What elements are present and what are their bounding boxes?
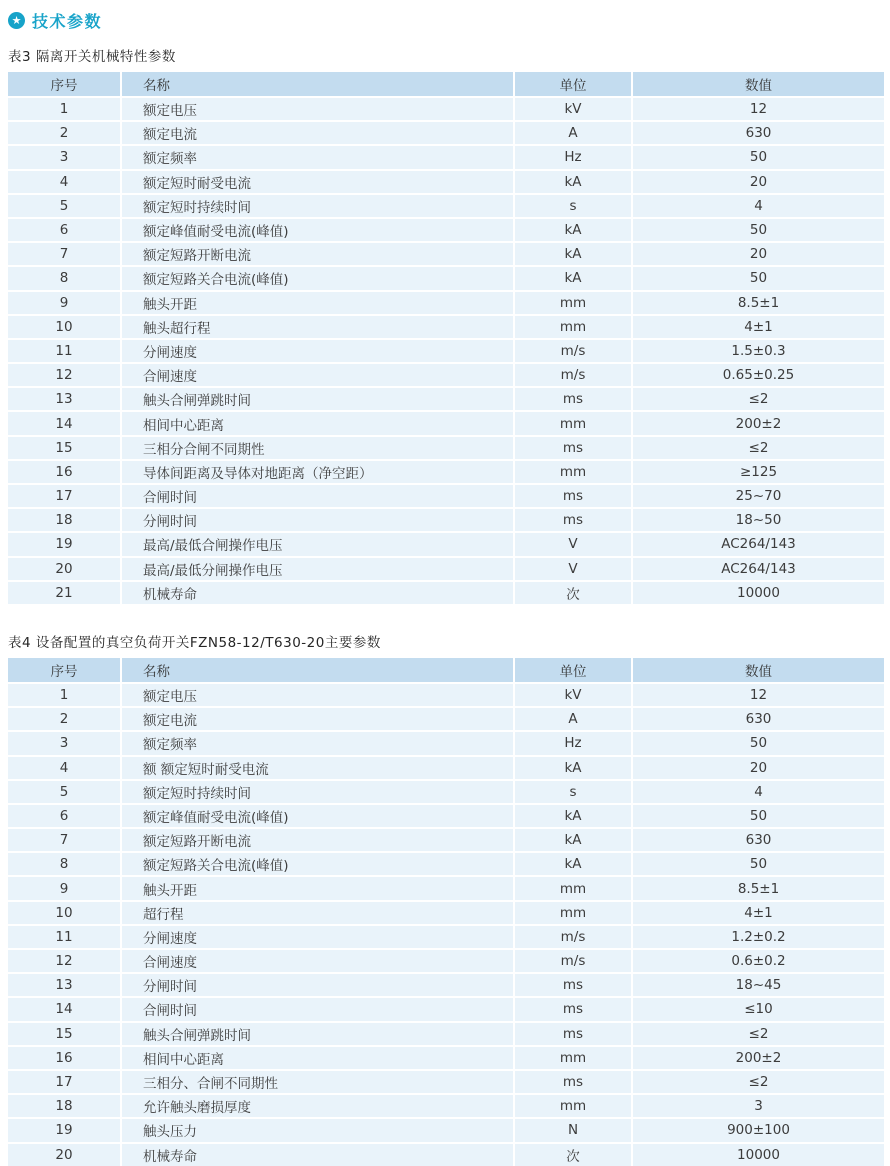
cell-index: 8 xyxy=(8,267,120,289)
cell-index: 7 xyxy=(8,243,120,265)
column-header: 名称 xyxy=(122,658,513,682)
cell-value: 630 xyxy=(633,122,884,144)
cell-name: 合闸时间 xyxy=(122,998,513,1020)
cell-value: ≥125 xyxy=(633,461,884,483)
cell-index: 6 xyxy=(8,805,120,827)
cell-unit: ms xyxy=(515,485,631,507)
cell-unit: 次 xyxy=(515,1144,631,1166)
cell-unit: Hz xyxy=(515,732,631,754)
cell-index: 12 xyxy=(8,364,120,386)
cell-index: 10 xyxy=(8,316,120,338)
cell-value: 4±1 xyxy=(633,316,884,338)
cell-index: 16 xyxy=(8,1047,120,1069)
cell-value: 4 xyxy=(633,195,884,217)
page-title: 技术参数 xyxy=(32,12,103,31)
cell-unit: kA xyxy=(515,829,631,851)
cell-value: 12 xyxy=(633,684,884,706)
cell-value: ≤2 xyxy=(633,437,884,459)
cell-name: 机械寿命 xyxy=(122,582,513,604)
cell-value: 25~70 xyxy=(633,485,884,507)
cell-value: 50 xyxy=(633,853,884,875)
cell-name: 触头合闸弹跳时间 xyxy=(122,388,513,410)
cell-index: 17 xyxy=(8,1071,120,1093)
column-header: 序号 xyxy=(8,658,120,682)
cell-name: 额定电流 xyxy=(122,708,513,730)
cell-index: 14 xyxy=(8,998,120,1020)
cell-index: 9 xyxy=(8,877,120,899)
cell-index: 3 xyxy=(8,732,120,754)
cell-unit: s xyxy=(515,781,631,803)
column-header: 单位 xyxy=(515,658,631,682)
cell-unit: ms xyxy=(515,1023,631,1045)
cell-name: 最高/最低合闸操作电压 xyxy=(122,533,513,555)
cell-unit: s xyxy=(515,195,631,217)
cell-name: 三相分合闸不同期性 xyxy=(122,437,513,459)
cell-index: 2 xyxy=(8,708,120,730)
cell-name: 最高/最低分闸操作电压 xyxy=(122,558,513,580)
cell-index: 1 xyxy=(8,98,120,120)
cell-unit: kV xyxy=(515,684,631,706)
cell-index: 18 xyxy=(8,1095,120,1117)
cell-unit: ms xyxy=(515,437,631,459)
cell-index: 14 xyxy=(8,412,120,434)
cell-unit: 次 xyxy=(515,582,631,604)
cell-value: 0.6±0.2 xyxy=(633,950,884,972)
cell-unit: kA xyxy=(515,757,631,779)
cell-name: 分闸时间 xyxy=(122,509,513,531)
cell-index: 4 xyxy=(8,171,120,193)
cell-value: 900±100 xyxy=(633,1119,884,1141)
cell-name: 合闸速度 xyxy=(122,364,513,386)
cell-value: 200±2 xyxy=(633,1047,884,1069)
cell-value: ≤2 xyxy=(633,388,884,410)
cell-unit: ms xyxy=(515,388,631,410)
cell-unit: kA xyxy=(515,805,631,827)
cell-name: 额定短时持续时间 xyxy=(122,195,513,217)
cell-value: 4 xyxy=(633,781,884,803)
cell-index: 13 xyxy=(8,388,120,410)
cell-name: 分闸速度 xyxy=(122,340,513,362)
cell-value: 10000 xyxy=(633,1144,884,1166)
cell-name: 三相分、合闸不同期性 xyxy=(122,1071,513,1093)
cell-value: 8.5±1 xyxy=(633,292,884,314)
column-header: 数值 xyxy=(633,72,884,96)
cell-unit: m/s xyxy=(515,340,631,362)
cell-index: 17 xyxy=(8,485,120,507)
cell-name: 相间中心距离 xyxy=(122,412,513,434)
cell-value: 630 xyxy=(633,708,884,730)
cell-unit: ms xyxy=(515,509,631,531)
cell-unit: kA xyxy=(515,267,631,289)
cell-name: 额定电流 xyxy=(122,122,513,144)
cell-unit: Hz xyxy=(515,146,631,168)
cell-unit: mm xyxy=(515,877,631,899)
cell-name: 相间中心距离 xyxy=(122,1047,513,1069)
cell-index: 18 xyxy=(8,509,120,531)
cell-name: 分闸速度 xyxy=(122,926,513,948)
column-header: 序号 xyxy=(8,72,120,96)
cell-name: 机械寿命 xyxy=(122,1144,513,1166)
cell-unit: V xyxy=(515,533,631,555)
cell-unit: V xyxy=(515,558,631,580)
table3-caption: 表3 隔离开关机械特性参数 xyxy=(8,49,176,65)
cell-name: 额定电压 xyxy=(122,684,513,706)
cell-name: 额定短路开断电流 xyxy=(122,243,513,265)
cell-unit: ms xyxy=(515,998,631,1020)
cell-value: ≤2 xyxy=(633,1023,884,1045)
cell-value: 50 xyxy=(633,146,884,168)
cell-name: 额定短时耐受电流 xyxy=(122,171,513,193)
cell-unit: ms xyxy=(515,1071,631,1093)
cell-index: 15 xyxy=(8,437,120,459)
section-header xyxy=(8,9,883,32)
cell-unit: kA xyxy=(515,243,631,265)
cell-unit: m/s xyxy=(515,926,631,948)
cell-index: 1 xyxy=(8,684,120,706)
column-header: 名称 xyxy=(122,72,513,96)
cell-index: 11 xyxy=(8,926,120,948)
cell-name: 导体间距离及导体对地距离（净空距） xyxy=(122,461,513,483)
table4-caption: 表4 设备配置的真空负荷开关FZN58-12/T630-20主要参数 xyxy=(8,634,381,651)
cell-name: 额定电压 xyxy=(122,98,513,120)
cell-name: 额定短路关合电流(峰值) xyxy=(122,267,513,289)
cell-name: 触头开距 xyxy=(122,292,513,314)
cell-unit: m/s xyxy=(515,364,631,386)
cell-value: 3 xyxy=(633,1095,884,1117)
cell-name: 触头开距 xyxy=(122,877,513,899)
cell-unit: mm xyxy=(515,1047,631,1069)
cell-index: 16 xyxy=(8,461,120,483)
cell-unit: mm xyxy=(515,292,631,314)
cell-index: 10 xyxy=(8,902,120,924)
cell-index: 12 xyxy=(8,950,120,972)
cell-value: 630 xyxy=(633,829,884,851)
cell-unit: mm xyxy=(515,461,631,483)
cell-value: AC264/143 xyxy=(633,558,884,580)
cell-index: 3 xyxy=(8,146,120,168)
cell-unit: kV xyxy=(515,98,631,120)
cell-name: 触头压力 xyxy=(122,1119,513,1141)
cell-unit: kA xyxy=(515,219,631,241)
cell-index: 9 xyxy=(8,292,120,314)
cell-unit: kA xyxy=(515,853,631,875)
cell-index: 5 xyxy=(8,781,120,803)
cell-value: 200±2 xyxy=(633,412,884,434)
cell-index: 4 xyxy=(8,757,120,779)
table4-vacuum-load-switch-params xyxy=(8,658,884,1166)
cell-value: 20 xyxy=(633,171,884,193)
cell-unit: m/s xyxy=(515,950,631,972)
cell-value: ≤10 xyxy=(633,998,884,1020)
column-header: 数值 xyxy=(633,658,884,682)
cell-value: 50 xyxy=(633,805,884,827)
cell-index: 8 xyxy=(8,853,120,875)
star-icon: ★ xyxy=(8,12,25,29)
cell-index: 6 xyxy=(8,219,120,241)
cell-index: 2 xyxy=(8,122,120,144)
cell-value: 20 xyxy=(633,757,884,779)
cell-index: 11 xyxy=(8,340,120,362)
cell-index: 20 xyxy=(8,558,120,580)
cell-value: 0.65±0.25 xyxy=(633,364,884,386)
cell-value: 8.5±1 xyxy=(633,877,884,899)
cell-value: 50 xyxy=(633,732,884,754)
cell-unit: mm xyxy=(515,1095,631,1117)
cell-index: 5 xyxy=(8,195,120,217)
cell-name: 额定短路开断电流 xyxy=(122,829,513,851)
cell-index: 21 xyxy=(8,582,120,604)
cell-index: 13 xyxy=(8,974,120,996)
table3-isolation-switch-params xyxy=(8,72,884,604)
cell-name: 分闸时间 xyxy=(122,974,513,996)
cell-name: 允许触头磨损厚度 xyxy=(122,1095,513,1117)
cell-name: 额定频率 xyxy=(122,732,513,754)
cell-name: 额定峰值耐受电流(峰值) xyxy=(122,805,513,827)
cell-unit: ms xyxy=(515,974,631,996)
cell-value: 10000 xyxy=(633,582,884,604)
cell-index: 15 xyxy=(8,1023,120,1045)
cell-value: 50 xyxy=(633,219,884,241)
cell-value: 18~50 xyxy=(633,509,884,531)
cell-value: 1.5±0.3 xyxy=(633,340,884,362)
cell-index: 7 xyxy=(8,829,120,851)
cell-name: 触头合闸弹跳时间 xyxy=(122,1023,513,1045)
cell-unit: kA xyxy=(515,171,631,193)
cell-unit: mm xyxy=(515,412,631,434)
cell-name: 额定峰值耐受电流(峰值) xyxy=(122,219,513,241)
cell-name: 额定短时持续时间 xyxy=(122,781,513,803)
cell-unit: A xyxy=(515,122,631,144)
cell-value: AC264/143 xyxy=(633,533,884,555)
cell-unit: N xyxy=(515,1119,631,1141)
cell-value: 20 xyxy=(633,243,884,265)
cell-name: 超行程 xyxy=(122,902,513,924)
cell-name: 额定短路关合电流(峰值) xyxy=(122,853,513,875)
cell-name: 额 额定短时耐受电流 xyxy=(122,757,513,779)
cell-value: 18~45 xyxy=(633,974,884,996)
cell-value: ≤2 xyxy=(633,1071,884,1093)
cell-value: 4±1 xyxy=(633,902,884,924)
cell-name: 合闸时间 xyxy=(122,485,513,507)
cell-index: 20 xyxy=(8,1144,120,1166)
cell-unit: mm xyxy=(515,316,631,338)
column-header: 单位 xyxy=(515,72,631,96)
cell-unit: A xyxy=(515,708,631,730)
cell-value: 50 xyxy=(633,267,884,289)
cell-name: 额定频率 xyxy=(122,146,513,168)
cell-name: 合闸速度 xyxy=(122,950,513,972)
cell-value: 1.2±0.2 xyxy=(633,926,884,948)
cell-unit: mm xyxy=(515,902,631,924)
cell-index: 19 xyxy=(8,1119,120,1141)
cell-value: 12 xyxy=(633,98,884,120)
cell-index: 19 xyxy=(8,533,120,555)
cell-name: 触头超行程 xyxy=(122,316,513,338)
